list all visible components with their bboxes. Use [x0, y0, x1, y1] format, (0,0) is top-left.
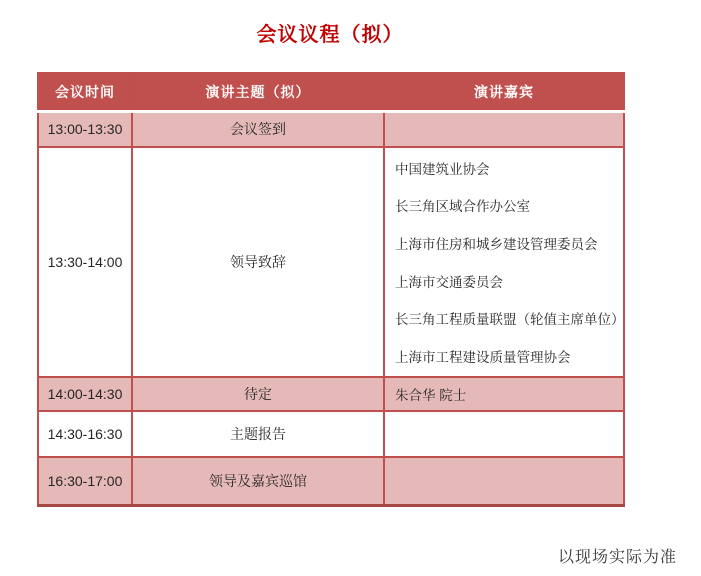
guest-cell — [384, 457, 624, 505]
topic-cell: 主题报告 — [132, 411, 384, 457]
page-title: 会议议程（拟） — [256, 24, 404, 46]
table-row-tour — [38, 457, 624, 505]
topic-cell: 待定 — [132, 377, 384, 411]
guest-cell — [384, 411, 624, 457]
table-row-tbd — [38, 377, 624, 411]
table-header-row — [38, 73, 624, 111]
guest-line: 上海市交通委员会 — [395, 274, 503, 290]
guest-line: 上海市住房和城乡建设管理委员会 — [395, 237, 598, 253]
guest-line: 长三角区域合作办公室 — [395, 199, 530, 215]
agenda-table — [37, 72, 625, 507]
time-cell: 16:30-17:00 — [38, 457, 132, 505]
guest-line: 中国建筑业协会 — [395, 161, 490, 177]
col-header-time: 会议时间 — [38, 73, 132, 111]
guest-line: 长三角工程质量联盟（轮值主席单位） — [395, 312, 625, 328]
guest-name: 朱合华 院士 — [395, 388, 467, 403]
table-row-keynote — [38, 411, 624, 457]
time-cell: 14:30-16:30 — [38, 411, 132, 457]
guest-line: 上海市工程建设质量管理协会 — [395, 350, 571, 366]
table-row-speeches — [38, 147, 624, 377]
guest-cell — [384, 111, 624, 147]
guest-cell — [384, 377, 624, 411]
footer-note: 以现场实际为准 — [557, 549, 677, 566]
guest-list — [385, 149, 623, 375]
guest-cell — [384, 147, 624, 377]
table-row-signin — [38, 111, 624, 147]
time-cell: 14:00-14:30 — [38, 377, 132, 411]
topic-cell: 领导致辞 — [132, 147, 384, 377]
col-header-guest: 演讲嘉宾 — [384, 73, 624, 111]
time-cell: 13:00-13:30 — [38, 111, 132, 147]
topic-cell: 领导及嘉宾巡馆 — [132, 457, 384, 505]
time-cell: 13:30-14:00 — [38, 147, 132, 377]
topic-cell: 会议签到 — [132, 111, 384, 147]
col-header-topic: 演讲主题（拟） — [132, 73, 384, 111]
